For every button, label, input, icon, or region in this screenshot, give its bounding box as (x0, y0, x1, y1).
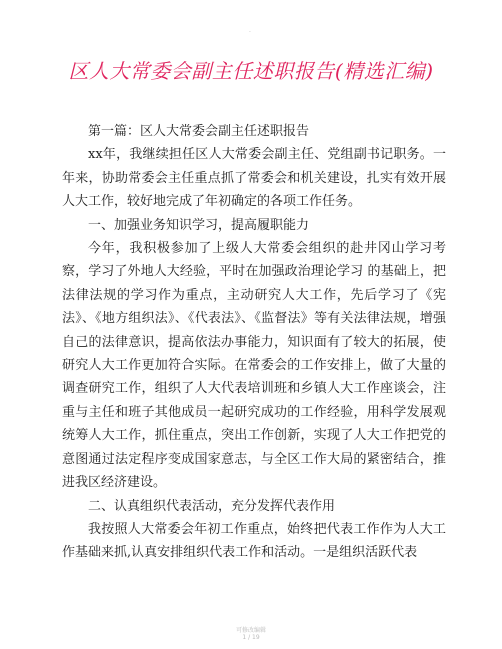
page-footer (0, 627, 502, 641)
paragraph-representatives: 我按照人大常委会年初工作重点，始终把代表工作作为人大工作基础来抓,认真安排组织代表工作和活动。一是组织活跃代表 (62, 521, 446, 561)
page-number: 1 / 19 (242, 634, 260, 641)
section-heading-2: 二、认真组织代表活动，充分发挥代表作用 (88, 498, 336, 514)
page-mark: · (249, 29, 251, 36)
document-body (62, 120, 446, 565)
paragraph-study: 今年，我积极参加了上级人大常委会组织的赴井冈山学习考察，学习了外地人大经验，平时在加强政治理论学习 的基础上，把法律法规的学习作为重点，主动研究人大工作，先后学习了《宪法》、《地方组织法》、《代表法》、《监督法》等有关法律法规，增强自己的法律意识，提高依法办事能力，知识面有了较大的拓展，使研究人大工作更加符合实际。在常委会的工作安排上，做了大量的调查研究工作，组织了人大代表培训班和乡镇人大工作座谈会，注重与主任和班子其他成员一起研究成功的工作经验，用科学发展观统筹人大工作，抓住重点，突出工作创新，实现了人大工作把党的意图通过法定程序变成国家意志，与全区工作大局的紧密结合，推进我区经济建设。 (62, 241, 446, 491)
footer-watermark: 可修改编辑 (235, 627, 266, 634)
section-heading-1: 一、加强业务知识学习，提高履职能力 (88, 217, 310, 233)
section-subtitle: 第一篇：区人大常委会副主任述职报告 (88, 124, 310, 139)
document-title: 区人大常委会副主任述职报告(精选汇编) (68, 59, 434, 83)
paragraph-intro: xx年，我继续担任区人大常委会副主任、党组副书记职务。一年来，协助常委会主任重点抓了常委会和机关建设，扎实有效开展人大工作，较好地完成了年初确定的各项工作任务。 (62, 147, 446, 210)
